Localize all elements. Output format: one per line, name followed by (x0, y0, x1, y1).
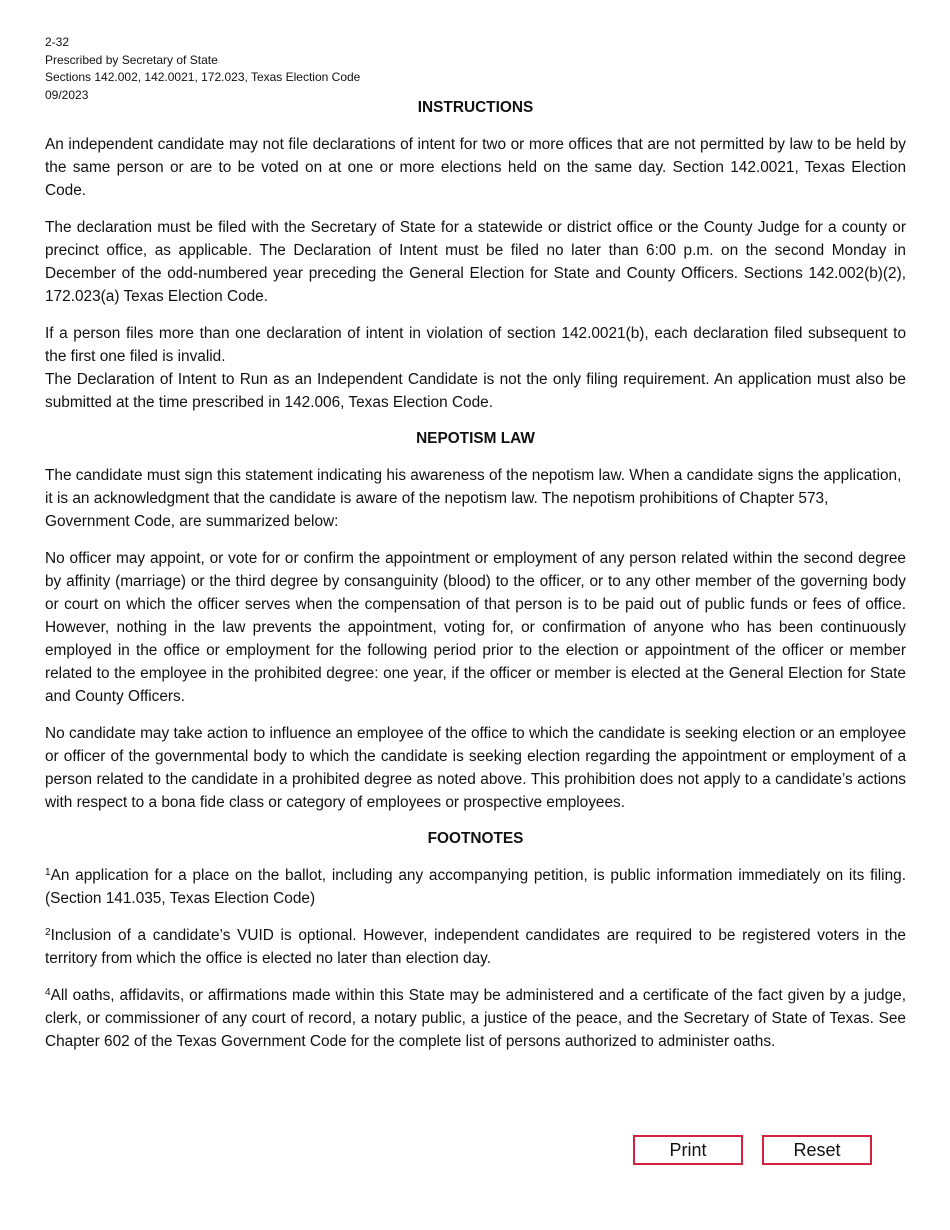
instructions-paragraph-1: An independent candidate may not file declarations of intent for two or more offices that are not permitted by law to be held by the same person or are to be voted on at one or more elections held on the same day. Section 142.0021, Texas Election Code. (45, 136, 906, 199)
reset-button[interactable]: Reset (762, 1135, 872, 1165)
footnote-4 (45, 984, 906, 1053)
nepotism-paragraph-1: The candidate must sign this statement indicating his awareness of the nepotism law. When a candidate signs the application, it is an acknowledgment that the candidate is aware of the nepotism law. The nepotism prohibitions of Chapter 573, Government Code, are summarized below: (45, 467, 902, 530)
footnote-text: All oaths, affidavits, or affirmations made within this State may be administered and a certificate of the fact given by a judge, clerk, or commissioner of any court of record, a notary public, a justice of the peace, and the Secretary of State of Texas. See Chapter 602 of the Texas Government Code for the complete list of persons authorized to administer oaths. (45, 987, 906, 1050)
footnotes-heading: FOOTNOTES (427, 830, 524, 847)
nepotism-paragraph-3: No candidate may take action to influence an employee of the office to which the candidate is seeking election or an employee or officer of the governmental body to which the candidate is seeking election regarding the appointment or employment of a person related to the candidate in a prohibited degree as noted above. This prohibition does not apply to a candidate’s actions with respect to a bona fide class or category of employees or prospective employees. (45, 725, 906, 811)
footnote-marker: 4 (45, 987, 51, 998)
statute-sections: Sections 142.002, 142.0021, 172.023, Texas Election Code (45, 70, 361, 84)
footnote-2 (45, 924, 906, 970)
print-button[interactable]: Print (633, 1135, 743, 1165)
instructions-paragraph-3: If a person files more than one declaration of intent in violation of section 142.0021(b), each declaration filed subsequent to the first one filed is invalid. (45, 325, 906, 365)
instructions-heading: INSTRUCTIONS (417, 99, 534, 116)
footnote-text: Inclusion of a candidate’s VUID is optional. However, independent candidates are required to be registered voters in the territory from which the office is elected no later than election day. (45, 927, 906, 967)
footnote-marker: 2 (45, 927, 51, 938)
instructions-paragraph-2: The declaration must be filed with the Secretary of State for a statewide or district office or the County Judge for a county or precinct office, as applicable. The Declaration of Intent must be filed no later than 6:00 p.m. on the second Monday in December of the odd-numbered year preceding the General Election for State and County Officers. Sections 142.002(b)(2), 172.023(a) Texas Election Code. (45, 219, 906, 305)
instructions-paragraph-4: The Declaration of Intent to Run as an Independent Candidate is not the only filing requirement. An application must also be submitted at the time prescribed in 142.006, Texas Election Code. (45, 371, 906, 411)
footnote-1 (45, 864, 906, 910)
prescribed-by: Prescribed by Secretary of State (45, 52, 218, 67)
form-header (45, 34, 906, 104)
revision-date: 09/2023 (45, 87, 89, 102)
nepotism-paragraph-2: No officer may appoint, or vote for or confirm the appointment or employment of any person related within the second degree by affinity (marriage) or the third degree by consanguinity (blood) to the officer, or to any other member of the governing body or court on which the officer serves when the compensation of that person is to be paid out of public funds or fees of office. However, nothing in the law prevents the appointment, voting for, or confirmation of anyone who has been continuously employed in the office or employment for the following period prior to the election or appointment of the officer or member related to the employee in the prohibited degree: one year, if the officer or member is elected at the General Election for State and County Officers. (45, 550, 906, 705)
footnote-marker: 1 (45, 867, 51, 878)
footnote-text: An application for a place on the ballot, including any accompanying petition, is public information immediately on its filing. (Section 141.035, Texas Election Code) (45, 867, 906, 907)
form-number: 2-32 (45, 35, 70, 49)
document-page (45, 34, 906, 1053)
nepotism-heading: NEPOTISM LAW (416, 430, 535, 447)
